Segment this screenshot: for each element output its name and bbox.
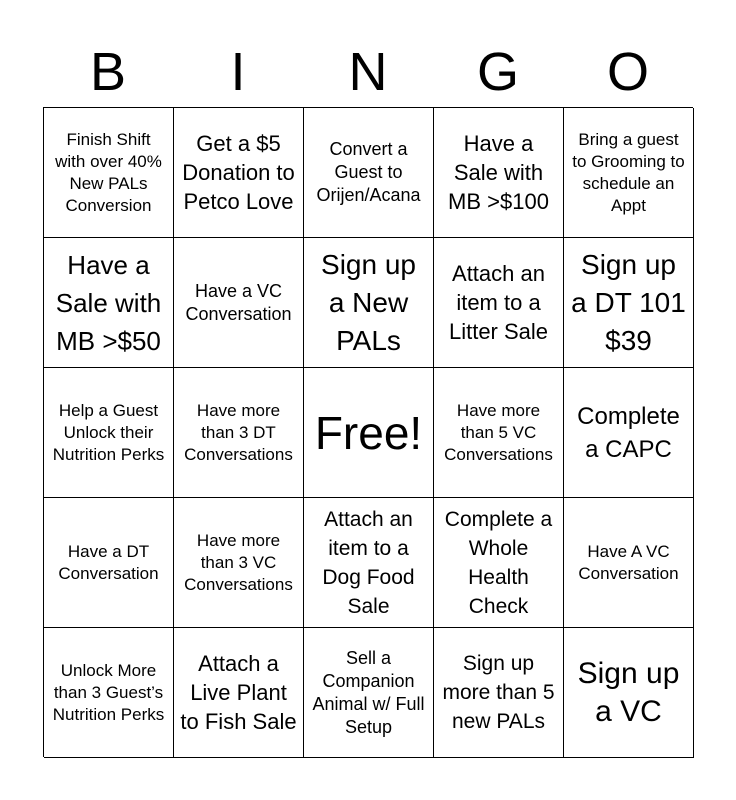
header-letter-b: B (89, 42, 127, 102)
cell-text: Attach a Live Plant to Fish Sale (180, 651, 297, 734)
bingo-cell[interactable] (44, 238, 174, 368)
cell-text: Attach an item to a Litter Sale (448, 261, 549, 344)
cell-text: Convert a Guest to Orijen/Acana (316, 139, 421, 205)
cell-text: Have more than 5 VC Conversations (444, 400, 553, 464)
header-letter-n: N (348, 42, 388, 102)
cell-text: Have a VC Conversation (185, 280, 292, 324)
bingo-board (43, 107, 693, 757)
bingo-cell[interactable] (44, 628, 174, 758)
bingo-cell[interactable] (304, 628, 434, 758)
header-letter-i: I (230, 42, 246, 102)
cell-text: Get a $5 Donation to Petco Love (182, 131, 295, 214)
bingo-cell[interactable] (564, 238, 694, 368)
cell-text: Have a DT Conversation (58, 541, 159, 583)
bingo-cell[interactable] (174, 108, 304, 238)
bingo-cell[interactable] (174, 368, 304, 498)
bingo-cell[interactable] (434, 368, 564, 498)
bingo-cell[interactable] (44, 498, 174, 628)
bingo-cell[interactable] (564, 628, 694, 758)
header-letter-g: G (476, 42, 519, 102)
cell-text: Sign up more than 5 new PALs (442, 652, 555, 733)
cell-text: Complete a Whole Health Check (444, 507, 553, 618)
bingo-cell[interactable] (434, 498, 564, 628)
bingo-cell[interactable] (434, 628, 564, 758)
bingo-cell[interactable] (434, 238, 564, 368)
cell-text: Have a Sale with MB >$50 (55, 249, 162, 356)
cell-text: Have more than 3 VC Conversations (184, 530, 293, 594)
bingo-cell[interactable] (564, 368, 694, 498)
cell-text: Have a Sale with MB >$100 (448, 131, 549, 214)
cell-text: Attach an item to a Dog Food Sale (322, 507, 415, 618)
header-letter-o: O (606, 42, 649, 102)
cell-text: Free! (314, 406, 423, 459)
bingo-cell[interactable] (564, 498, 694, 628)
bingo-cell[interactable] (44, 108, 174, 238)
bingo-cell[interactable] (304, 108, 434, 238)
cell-text: Unlock More than 3 Guest’s Nutrition Perks (52, 660, 165, 724)
cell-text: Help a Guest Unlock their Nutrition Perks (52, 400, 165, 464)
cell-text: Finish Shift with over 40% New PALs Conversion (55, 129, 162, 215)
cell-text: Sign up a New PALs (321, 248, 416, 356)
cell-text: Have A VC Conversation (578, 541, 679, 583)
bingo-cell[interactable] (174, 498, 304, 628)
cell-text: Sign up a VC (577, 656, 680, 728)
cell-text: Have more than 3 DT Conversations (184, 400, 293, 464)
cell-text: Sign up a DT 101 $39 (571, 248, 686, 356)
bingo-cell[interactable] (304, 498, 434, 628)
free-space[interactable] (304, 368, 434, 498)
bingo-cell[interactable] (174, 238, 304, 368)
bingo-cell[interactable] (174, 628, 304, 758)
cell-text: Complete a CAPC (577, 402, 680, 463)
bingo-cell[interactable] (44, 368, 174, 498)
cell-text: Bring a guest to Grooming to schedule an Appt (572, 129, 685, 215)
cell-text: Sell a Companion Animal w/ Full Setup (312, 647, 425, 737)
bingo-header (43, 40, 693, 104)
bingo-cell[interactable] (304, 238, 434, 368)
bingo-cell[interactable] (434, 108, 564, 238)
bingo-cell[interactable] (564, 108, 694, 238)
